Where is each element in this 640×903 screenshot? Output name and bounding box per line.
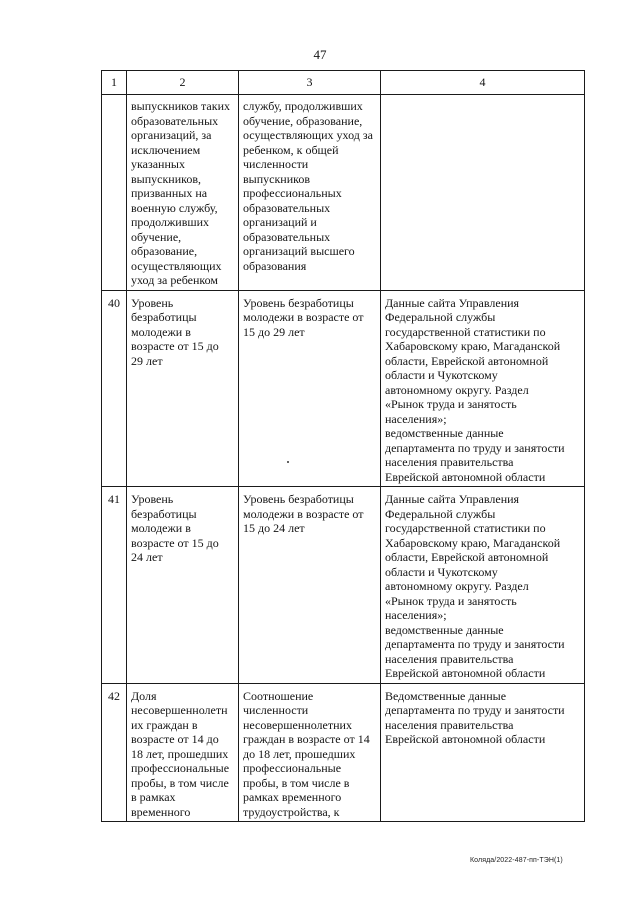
table-row (102, 95, 585, 291)
row-number (102, 95, 127, 291)
column-header-indicator: 2 (127, 71, 239, 95)
row-number: 41 (102, 487, 127, 684)
column-header-method: 3 (239, 71, 381, 95)
method-cell: Уровень безработицы молодежи в возрасте от 15 до 24 лет (239, 487, 381, 684)
column-header-source: 4 (381, 71, 585, 95)
row-number: 42 (102, 683, 127, 822)
row-number: 40 (102, 290, 127, 487)
indicators-table (101, 70, 585, 822)
table-row (102, 290, 585, 487)
scan-speck (287, 461, 289, 463)
method-cell: Уровень безработицы молодежи в возрасте от 15 до 29 лет (239, 290, 381, 487)
indicator-cell: Уровень безработицы молодежи в возрасте от 15 до 24 лет (127, 487, 239, 684)
table-row (102, 487, 585, 684)
source-cell: Данные сайта Управления Федеральной службы государственной статистики по Хабаровскому краю, Магаданской области, Еврейской автономной области и Чукотскому автономному округу. Раздел «Рынок труда и занятость населения»; ведомственные данные департамента по труду и занятости населения правительства Еврейской автономной области (381, 290, 585, 487)
indicator-cell: Доля несовершеннолетн их граждан в возрасте от 14 до 18 лет, прошедших профессиональные пробы, в том числе в рамках временного (127, 683, 239, 822)
page-number: 47 (313, 47, 327, 62)
table-row (102, 683, 585, 822)
column-header-number: 1 (102, 71, 127, 95)
method-cell: службу, продолживших обучение, образование, осуществляющих уход за ребенком, к общей численности выпускников профессиональных образовательных организаций и образовательных организаций высшего образования (239, 95, 381, 291)
source-cell: Данные сайта Управления Федеральной службы государственной статистики по Хабаровскому краю, Магаданской области, Еврейской автономной области и Чукотскому автономному округу. Раздел «Рынок труда и занятость населения»; ведомственные данные департамента по труду и занятости населения правительства Еврейской автономной области (381, 487, 585, 684)
indicator-cell: Уровень безработицы молодежи в возрасте от 15 до 29 лет (127, 290, 239, 487)
table-header-row (102, 71, 585, 95)
source-cell: Ведомственные данные департамента по труду и занятости населения правительства Еврейской автономной области (381, 683, 585, 822)
indicator-cell: выпускников таких образовательных организаций, за исключением указанных выпускников, призванных на военную службу, продолживших обучение, образование, осуществляющих уход за ребенком (127, 95, 239, 291)
source-cell (381, 95, 585, 291)
document-footer-code: Коляда/2022-487-пп-ТЭН(1) (470, 857, 563, 864)
method-cell: Соотношение численности несовершеннолетних граждан в возрасте от 14 до 18 лет, прошедших профессиональные пробы, в том числе в рамках временного трудоустройства, к (239, 683, 381, 822)
